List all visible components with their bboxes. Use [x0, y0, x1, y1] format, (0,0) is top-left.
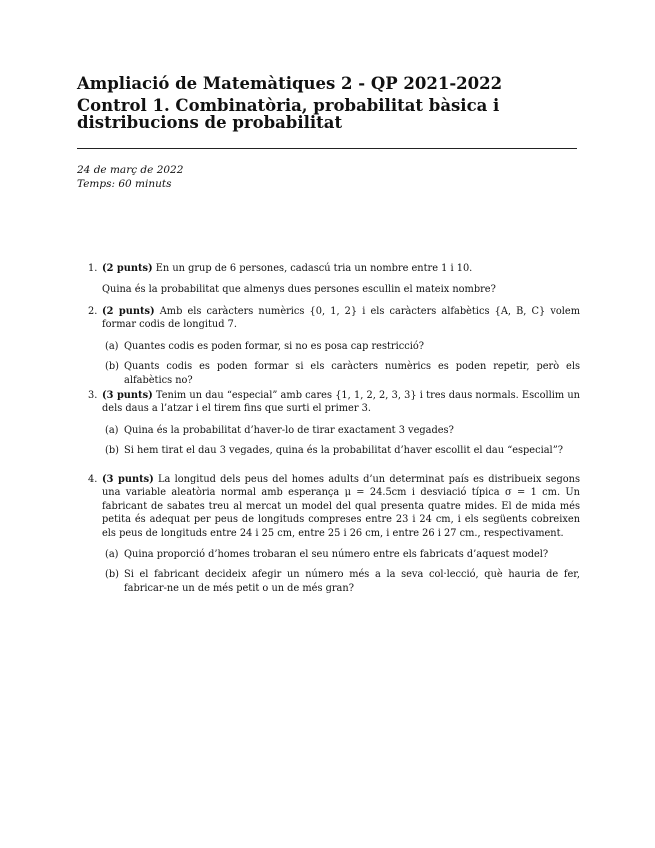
part-label: (a)	[105, 549, 119, 561]
question-parts	[102, 340, 580, 387]
part-text: Quina és la probabilitat d’haver-lo de tirar exactament 3 vegades?	[124, 424, 454, 436]
part-text: Quina proporció d’homes trobaran el seu número entre els fabricats d’aquest model?	[124, 549, 549, 561]
question-4	[88, 473, 580, 602]
question-part	[102, 340, 580, 353]
question-number: 2.	[88, 306, 98, 317]
question-text: La longitud dels peus del homes adults d’un determinat país es distribueix segons una variable aleatòria normal amb esperança μ = 24.5cm i desviació típica σ = 1 cm. Un fabricant de sabates treu al mercat un model del qual presenta quatre mides. El de mida més petita és adequat per peus de longituds compreses entre 23 i 24 cm, i els següents cobreixen els peus de longituds entre 24 i 25 cm, entre 25 i 26 cm, i entre 26 i 27 cm., respectivament.	[102, 474, 580, 539]
question-1	[88, 262, 580, 297]
question-text: Amb els caràcters numèrics {0, 1, 2} i els caràcters alfabètics {A, B, C} volem formar codis de longitud 7.	[102, 306, 580, 331]
part-label: (b)	[105, 569, 119, 581]
question-statement	[102, 305, 580, 332]
question-parts	[102, 548, 580, 595]
header-divider	[77, 148, 577, 149]
exam-date: 24 de març de 2022	[77, 164, 184, 176]
question-parts	[102, 424, 580, 458]
question-2	[88, 305, 580, 394]
question-statement	[102, 473, 580, 540]
question-text: Tenim un dau “especial” amb cares {1, 1, 2, 2, 3, 3} i tres daus normals. Escollim un dels daus a l’atzar i el tirem fins que surti el primer 3.	[102, 390, 580, 415]
part-text: Quantes codis es poden formar, si no es posa cap restricció?	[124, 340, 424, 352]
question-number: 4.	[88, 474, 98, 485]
exam-duration: Temps: 60 minuts	[77, 178, 172, 190]
part-label: (a)	[105, 424, 119, 436]
question-statement	[102, 389, 580, 416]
part-text: Si hem tirat el dau 3 vegades, quina és la probabilitat d’haver escollit el dau “especial”?	[124, 445, 563, 457]
question-points: (2 punts)	[102, 306, 155, 317]
question-part	[102, 424, 580, 437]
part-text: Quants codis es poden formar si els caràcters numèrics es poden repetir, però els alfabètics no?	[124, 361, 580, 386]
part-text: Si el fabricant decideix afegir un número més a la seva col·lecció, què hauria de fer, fabricar-ne un de més petit o un de més gran?	[124, 569, 580, 594]
page-title: Ampliació de Matemàtiques 2 - QP 2021-2022	[77, 74, 503, 93]
question-text: En un grup de 6 persones, cadascú tria un nombre entre 1 i 10.	[155, 263, 473, 274]
question-statement	[102, 262, 580, 275]
part-label: (b)	[105, 445, 119, 457]
question-part	[102, 444, 580, 457]
exam-subtitle: Control 1. Combinatòria, probabilitat bàsica i distribucions de probabilitat	[77, 96, 500, 132]
exam-meta	[77, 163, 377, 191]
question-part	[102, 360, 580, 387]
question-part	[102, 548, 580, 561]
question-part	[102, 568, 580, 595]
question-points: (2 punts)	[102, 263, 153, 274]
question-number: 3.	[88, 390, 98, 401]
part-label: (b)	[105, 361, 119, 373]
part-label: (a)	[105, 340, 119, 352]
question-3	[88, 389, 580, 465]
question-number: 1.	[88, 263, 98, 274]
question-points: (3 punts)	[102, 390, 153, 401]
question-points: (3 punts)	[102, 474, 154, 485]
question-text-continued: Quina és la probabilitat que almenys dues persones escullin el mateix nombre?	[102, 284, 496, 296]
